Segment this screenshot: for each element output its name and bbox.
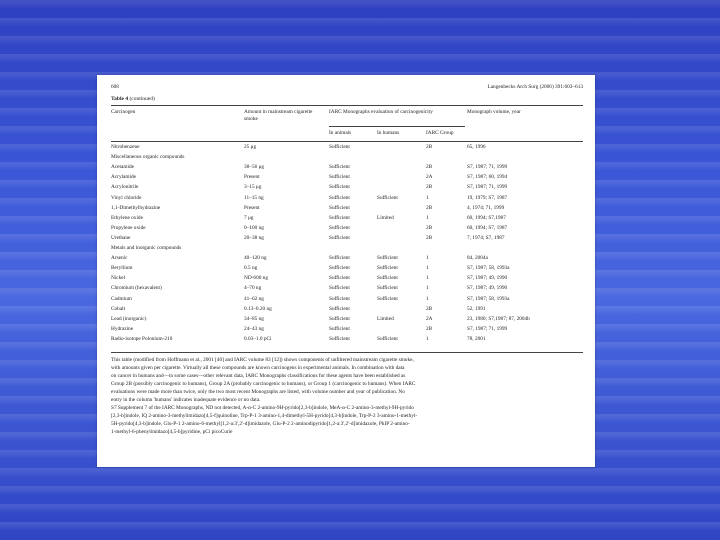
cell-carcinogen: Propylene oxide: [111, 224, 146, 231]
cell-animals: Sufficient: [329, 275, 350, 282]
cell-carcinogen: Radio-isotope Polonium-210: [111, 335, 173, 342]
cell-animals: Sufficient: [329, 164, 350, 171]
cell-humans: Sufficient: [377, 265, 398, 272]
cell-group: 2A: [426, 174, 433, 181]
document-page: [97, 75, 595, 467]
note-line: This table (modified from Hoffmann et al., 2001 [40] and IARC volume 83 [12]) shows components of unfiltered mainstream cigarette smoke,: [111, 357, 414, 363]
note-line: 1-methyl-6-phenylimidazo[4,5-b]pyridine, pCi picoCurie: [111, 429, 233, 435]
cell-carcinogen: Urethane: [111, 234, 131, 241]
subheader-rule: [329, 126, 465, 127]
table-row: [111, 164, 583, 173]
note-line: evaluations were made more than twice, only the two most recent Monographs are listed, with volume number and year of publication. No: [111, 389, 405, 395]
cell-animals: Sufficient: [329, 234, 350, 241]
cell-monograph: S7, 1987; 71, 1999: [467, 325, 508, 332]
cell-amount: ND-600 ng: [244, 275, 268, 282]
note-line: 5H-pyrido[4,3-b]indole, Glu-P-1 2-amino-6-methyl[1,2-a:3',2'-d]imidazole, Glu-P-2 2-aminodipyrido[1,2-a:3',2'-d]imidazole, PhIP 2-amino-: [111, 421, 410, 427]
cell-amount: 24–43 ng: [244, 325, 264, 332]
cell-amount: 38–56 μg: [244, 164, 265, 171]
cell-amount: 7 μg: [244, 214, 254, 221]
cell-monograph: 84, 2004a: [467, 255, 488, 262]
col-header-amount: Amount in mainstream cigarette smoke: [244, 109, 313, 122]
cell-animals: Sufficient: [329, 224, 350, 231]
cell-animals: Sufficient: [329, 214, 350, 221]
cell-humans: Sufficient: [377, 285, 398, 292]
cell-humans: Sufficient: [377, 295, 398, 302]
cell-group: 1: [426, 265, 429, 272]
cell-group: 2B: [426, 325, 433, 332]
table-row: [111, 296, 583, 305]
cell-animals: Sufficient: [329, 305, 350, 312]
table-row: [111, 144, 583, 153]
cell-group: 1: [426, 275, 429, 282]
cell-group: 1: [426, 285, 429, 292]
cell-monograph: S7, 1987; 58, 1993a: [467, 265, 510, 272]
cell-animals: Sufficient: [329, 285, 350, 292]
subheader-humans: In humans: [377, 130, 400, 136]
cell-amount: 11–15 ng: [244, 194, 264, 201]
cell-monograph: S7, 1987; 49, 1990: [467, 275, 508, 282]
cell-amount: 3–15 μg: [244, 184, 262, 191]
table-row: [111, 235, 583, 244]
cell-carcinogen: Acrylonitrile: [111, 184, 139, 191]
page-number: 608: [111, 84, 119, 90]
cell-carcinogen: Nitrobenzene: [111, 144, 140, 150]
cell-monograph: 4, 1974; 71, 1999: [467, 204, 505, 211]
col-header-carcinogen: Carcinogen: [111, 109, 136, 115]
note-line: with amounts given per cigarette. Virtually all these compounds are known carcinogens in experimental animals. In combination with data: [111, 365, 405, 371]
cell-carcinogen: Cobalt: [111, 305, 126, 312]
cell-humans: Sufficient: [377, 255, 398, 262]
cell-amount: 25 μg: [244, 144, 257, 150]
table-notes: [111, 356, 581, 436]
cell-amount: 41–62 ng: [244, 295, 264, 302]
cell-group: 2B: [426, 305, 433, 312]
cell-group: 2A: [426, 315, 433, 322]
cell-animals: Sufficient: [329, 184, 350, 191]
cell-carcinogen: Vinyl chloride: [111, 194, 142, 201]
cell-monograph: 23, 1980; S7,1987; 87, 2004b: [467, 315, 530, 322]
table-label: Table 4: [111, 96, 129, 102]
cell-monograph: 60, 1994; S7,1987: [467, 214, 506, 221]
cell-monograph: S7, 1987; 71, 1999: [467, 164, 508, 171]
note-line: Group 2B (possibly carcinogenic to humans), Group 2A (probably carcinogenic to humans), or Group 1 (carcinogenic to humans). When IARC: [111, 381, 416, 387]
col-header-monograph: Monograph volume, year: [467, 109, 521, 115]
cell-carcinogen: Cadmium: [111, 295, 132, 302]
cell-amount: 0.5 ng: [244, 265, 258, 272]
note-line: [2,3-b]indole, IQ 2-amino-3-methylimidazo[4,5-f]quinoline, Trp-P-1 3-amino-1,4-dimethyl-5H-pyrido[4,3-b]indole, Trp-P-2 3-amino-1-methyl-: [111, 413, 418, 419]
page-header: [111, 85, 583, 93]
cell-carcinogen: Hydrazine: [111, 325, 134, 332]
cell-carcinogen: 1,1-Dimethylhydrazine: [111, 204, 161, 211]
subheader-animals: In animals: [329, 130, 352, 136]
cell-amount: 0.03–1.0 pCi: [244, 335, 272, 342]
cell-amount: Present: [244, 174, 260, 181]
cell-animals: Sufficient: [329, 325, 350, 332]
header-bottom-rule: [111, 141, 583, 142]
table-caption-text: (continued): [129, 96, 155, 102]
cell-group: 2B: [426, 224, 433, 231]
table-row: [111, 275, 583, 284]
cell-carcinogen: Lead (inorganic): [111, 315, 147, 322]
journal-reference: Langenbecks Arch Surg (2006) 391:603–613: [487, 84, 583, 90]
table-bottom-rule: [111, 352, 583, 353]
cell-monograph: S7, 1987; 58, 1993a: [467, 295, 510, 302]
cell-monograph: 52, 1991: [467, 305, 486, 312]
table-row: [111, 326, 583, 335]
cell-animals: Sufficient: [329, 174, 350, 181]
cell-amount: 40–120 ng: [244, 255, 267, 262]
table-caption: [111, 97, 155, 103]
cell-group: 1: [426, 335, 429, 342]
table-row: [111, 184, 583, 193]
cell-carcinogen: Acrylamide: [111, 174, 137, 181]
table-row: [111, 205, 583, 214]
cell-carcinogen: Chromium (hexavalent): [111, 285, 162, 292]
cell-amount: 0–100 ng: [244, 224, 264, 231]
cell-amount: 20–38 ng: [244, 234, 264, 241]
table-section-heading: [111, 154, 583, 163]
cell-humans: Sufficient: [377, 275, 398, 282]
cell-humans: Sufficient: [377, 335, 398, 342]
cell-group: 1: [426, 295, 429, 302]
cell-humans: Sufficient: [377, 194, 398, 201]
cell-monograph: 19, 1979; S7, 1987: [467, 194, 508, 201]
cell-animals: Sufficient: [329, 194, 350, 201]
cell-animals: Sufficient: [329, 144, 350, 150]
cell-carcinogen: Ethylene oxide: [111, 214, 143, 221]
note-line: on cancer in humans and—in some cases—other relevant data, IARC Monographs classifications for these agents have been established as: [111, 373, 406, 379]
cell-humans: Limited: [377, 315, 394, 322]
cell-monograph: 65, 1996: [467, 144, 486, 150]
section-label: Metals and inorganic compounds: [111, 245, 182, 251]
cell-monograph: 78, 2001: [467, 335, 486, 342]
cell-amount: Present: [244, 204, 260, 211]
cell-amount: 0.13–0.20 ng: [244, 305, 272, 312]
cell-group: 2B: [426, 184, 433, 191]
table-row: [111, 265, 583, 274]
cell-group: 2B: [426, 144, 433, 150]
table-row: [111, 225, 583, 234]
table-row: [111, 195, 583, 204]
section-label: Miscellaneous organic compounds: [111, 154, 185, 161]
table-top-rule: [111, 105, 583, 106]
cell-animals: Sufficient: [329, 204, 350, 211]
cell-group: 2B: [426, 164, 433, 171]
table-row: [111, 316, 583, 325]
subheader-group: IARC Group: [426, 130, 454, 136]
cell-monograph: S7, 1987; 60, 1994: [467, 174, 508, 181]
table-section-heading: [111, 245, 583, 254]
cell-carcinogen: Acetamide: [111, 164, 134, 171]
table-row: [111, 174, 583, 183]
cell-group: 1: [426, 255, 429, 262]
cell-monograph: 60, 1994; S7, 1987: [467, 224, 508, 231]
cell-carcinogen: Nickel: [111, 275, 126, 282]
cell-animals: Sufficient: [329, 255, 350, 262]
cell-animals: Sufficient: [329, 315, 350, 322]
cell-carcinogen: Beryllium: [111, 265, 133, 272]
note-line: entry in the column 'humans' indicates inadequate evidence or no data.: [111, 397, 261, 403]
table-row: [111, 336, 583, 345]
cell-group: 2B: [426, 234, 433, 241]
cell-animals: Sufficient: [329, 295, 350, 302]
table-row: [111, 306, 583, 315]
cell-amount: 34–85 ng: [244, 315, 264, 322]
table-row: [111, 255, 583, 264]
cell-group: 1: [426, 194, 429, 201]
cell-animals: Sufficient: [329, 265, 350, 272]
table-row: [111, 215, 583, 224]
cell-animals: Sufficient: [329, 335, 350, 342]
cell-carcinogen: Arsenic: [111, 255, 128, 262]
cell-amount: 4–70 ng: [244, 285, 262, 292]
cell-monograph: S7, 1987; 71, 1999: [467, 184, 508, 191]
cell-monograph: 7, 1974; S7, 1987: [467, 234, 505, 241]
cell-humans: Limited: [377, 214, 394, 221]
table-row: [111, 285, 583, 294]
col-header-iarc-evaluation: IARC Monographs evaluation of carcinogenicity: [329, 109, 433, 115]
cell-group: 1: [426, 214, 429, 221]
cell-monograph: S7, 1987; 49, 1990: [467, 285, 508, 292]
cell-group: 2B: [426, 204, 433, 211]
note-line: S7 Supplement 7 of the IARC Monographs, ND not detected, A-α-C 2-amino-9H-pyrido[2,3-b]indole, MeA-α-C 2-amino-3-methyl-9H-pyrido: [111, 405, 414, 411]
